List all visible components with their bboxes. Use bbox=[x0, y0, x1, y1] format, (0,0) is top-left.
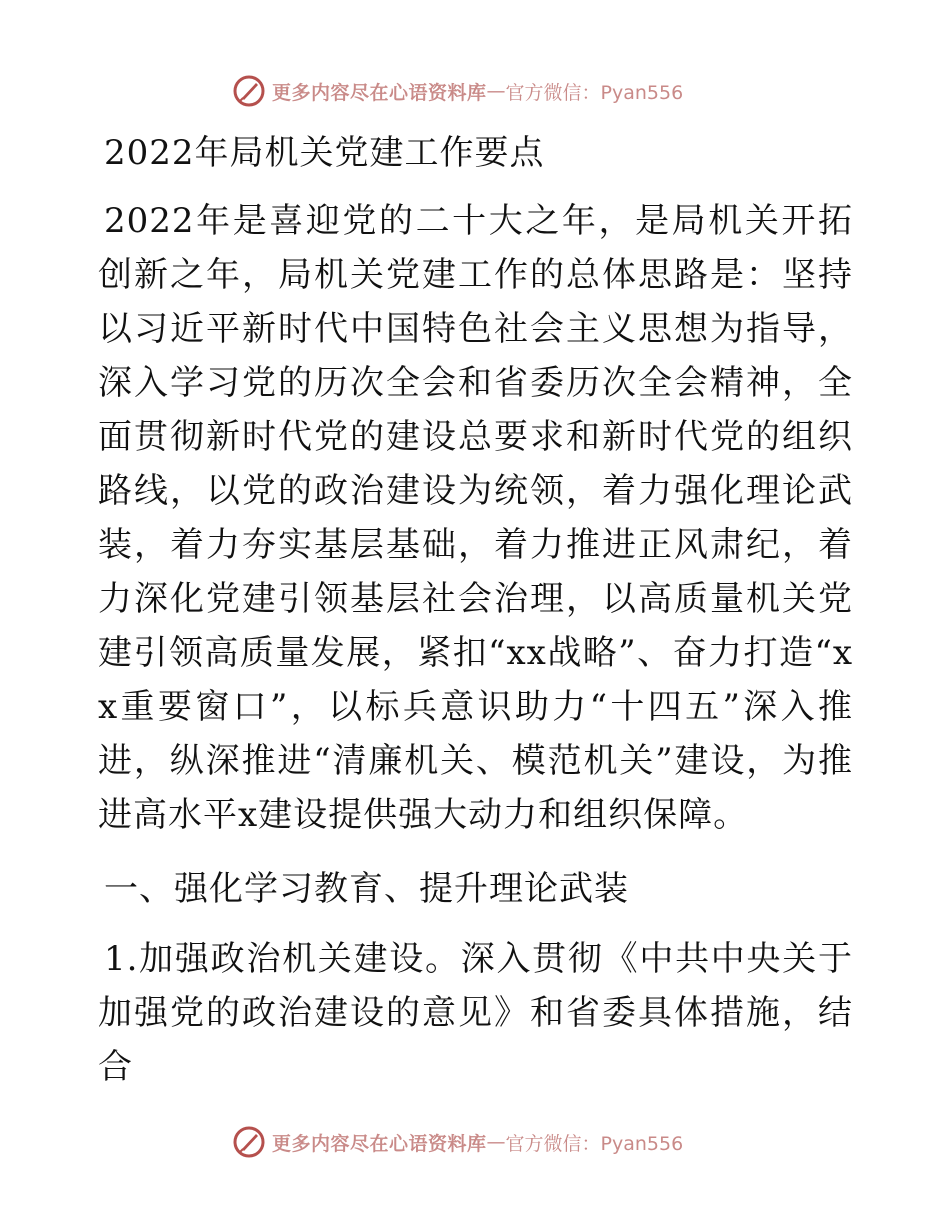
quill-circle-icon bbox=[232, 1125, 266, 1159]
section-heading: 一、强化学习教育、提升理论武装 bbox=[104, 869, 629, 909]
watermark-text: 更多内容尽在心语资料库 bbox=[272, 1132, 487, 1155]
intro-paragraph: 2022年是喜迎党的二十大之年，是局机关开拓创新之年，局机关党建工作的总体思路是：坚持以习近平新时代中国特色社会主义思想为指导，深入学习党的历次全会和省委历次全会精神，全面贯彻新时代党的建设总要求和新时代党的组织路线，以党的政治建设为统领，着力强化理论武装，着力夯实基层基础，着力推进正风肃纪，着力深化党建引领基层社会治理，以高质量机关党建引领高质量发展，紧扣“xx战略”、奋力打造“xx重要窗口”，以标兵意识助力“十四五”深入推进，纵深推进“清廉机关、模范机关”建设，为推进高水平x建设提供强大动力和组织保障。 bbox=[98, 201, 853, 835]
watermark-footer bbox=[232, 1122, 683, 1162]
watermark-wechat: 官方微信：Pyan556 bbox=[505, 81, 684, 104]
quill-circle-icon bbox=[232, 74, 266, 108]
watermark-wechat: 官方微信：Pyan556 bbox=[505, 1132, 684, 1155]
document-title: 2022年局机关党建工作要点 bbox=[104, 133, 545, 173]
watermark-dash: — bbox=[486, 80, 506, 102]
watermark-dash: — bbox=[486, 1131, 506, 1153]
item-paragraph: 1.加强政治机关建设。深入贯彻《中共中央关于加强党的政治建设的意见》和省委具体措施，结合 bbox=[98, 939, 853, 1087]
watermark-text: 更多内容尽在心语资料库 bbox=[272, 81, 487, 104]
document-body bbox=[98, 118, 853, 1094]
watermark-header bbox=[232, 71, 683, 111]
